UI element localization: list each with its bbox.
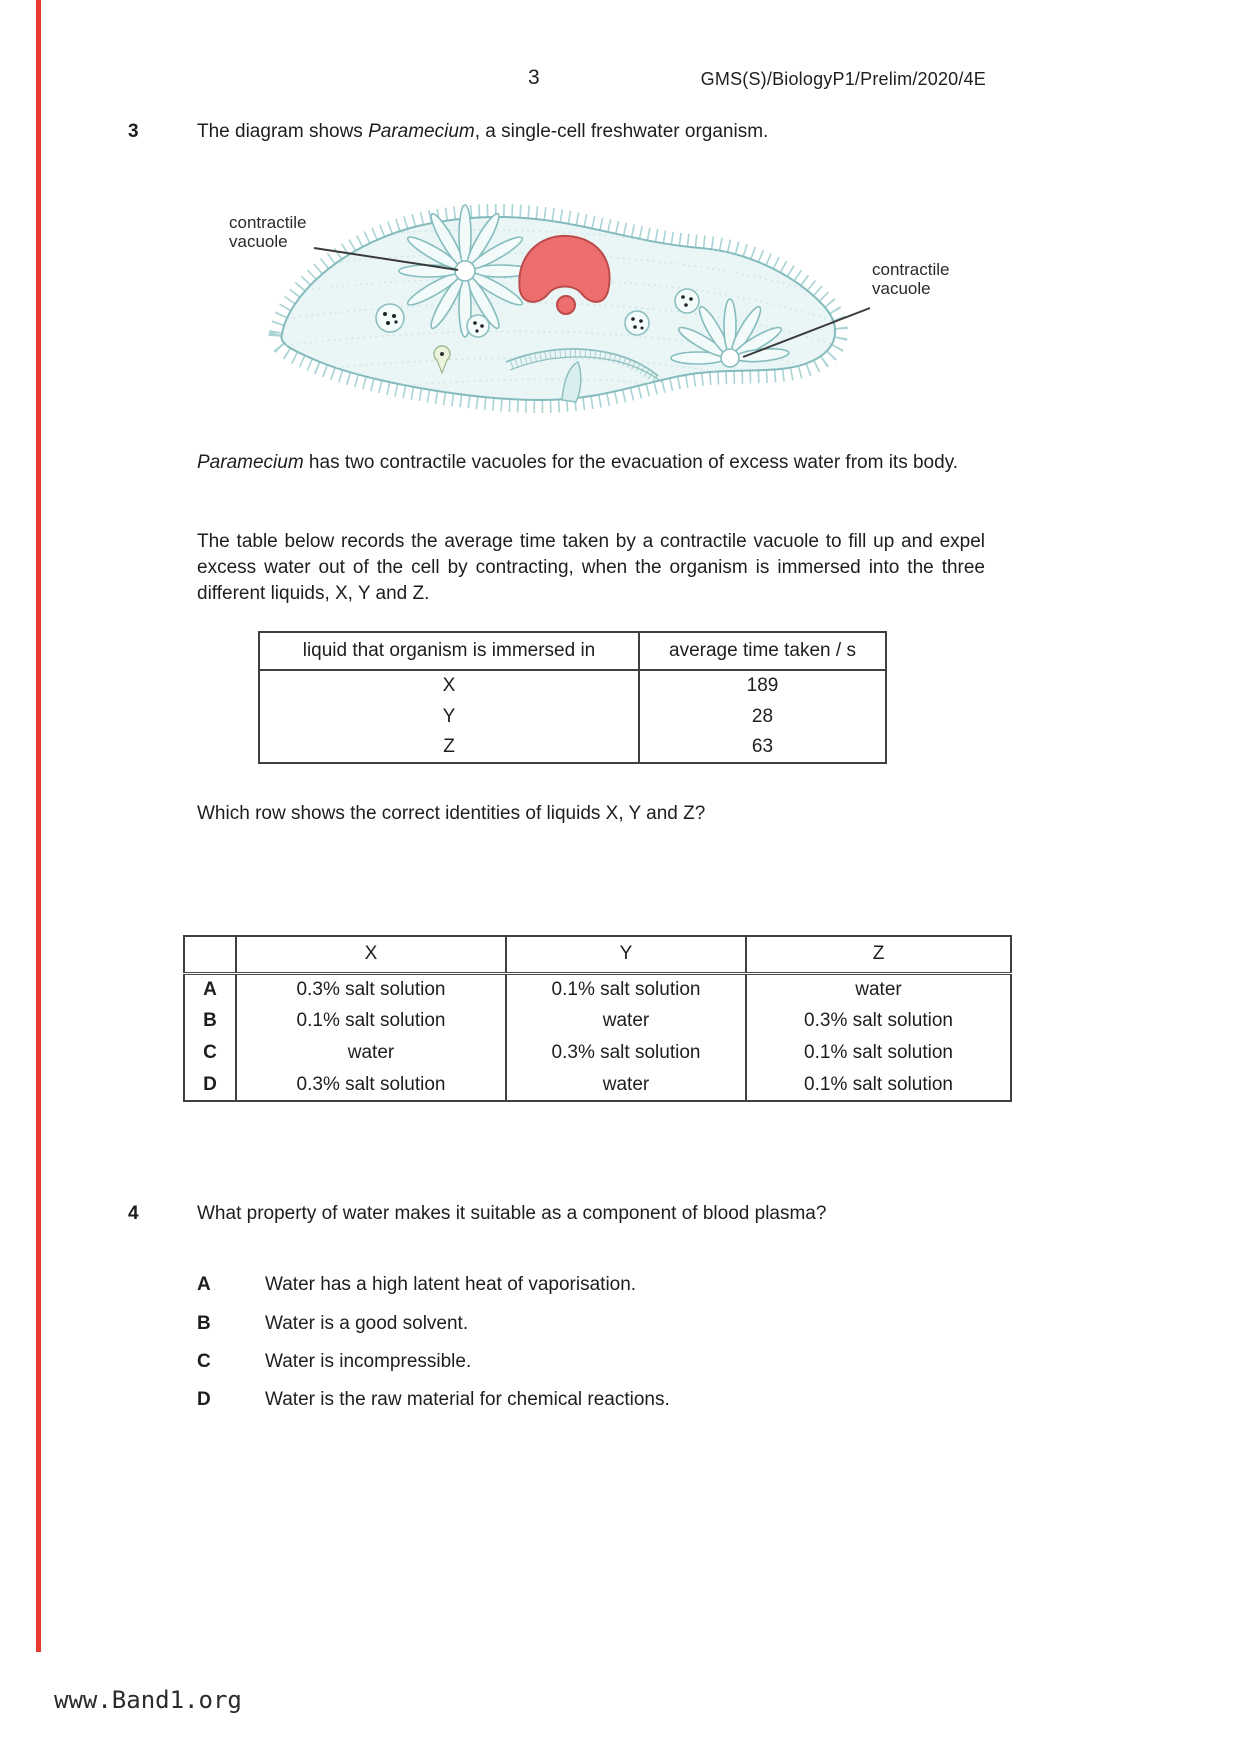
- option-text: Water has a high latent heat of vaporisation.: [265, 1274, 637, 1295]
- option-letter: C: [203, 1042, 217, 1063]
- cell-y: 0.3% salt solution: [506, 1037, 746, 1069]
- cell-z: 0.1% salt solution: [746, 1069, 1011, 1101]
- cell-z: 0.1% salt solution: [746, 1037, 1011, 1069]
- question-4-stem: What property of water makes it suitable as a component of blood plasma?: [197, 1203, 827, 1224]
- q3-paragraph-1: [197, 450, 985, 476]
- q3-stem-post: , a single-cell freshwater organism.: [474, 121, 769, 142]
- page-number: 3: [528, 66, 540, 89]
- food-vacuole: [376, 304, 404, 332]
- answer-options-table: [183, 935, 1012, 1102]
- time-cell: 189: [639, 670, 886, 701]
- paramecium-diagram: [210, 186, 1010, 436]
- contractile-vacuole-label-right: contractile vacuole: [872, 260, 950, 298]
- header-reference: GMS(S)/BiologyP1/Prelim/2020/4E: [700, 69, 986, 89]
- cell-y: 0.1% salt solution: [506, 973, 746, 1005]
- q3-para1-rest: has two contractile vacuoles for the evacuation of excess water from its body.: [303, 452, 959, 473]
- q4-option-c: [197, 1351, 471, 1373]
- q4-option-d: [197, 1389, 670, 1411]
- option-letter: B: [203, 1010, 217, 1031]
- red-margin-line: [36, 0, 41, 1652]
- table-header-row: [259, 632, 886, 670]
- liquid-cell: X: [442, 675, 456, 696]
- option-text: Water is a good solvent.: [265, 1313, 469, 1334]
- table-row: [259, 701, 886, 732]
- option-letter: D: [203, 1073, 217, 1095]
- cell-y: water: [506, 1005, 746, 1037]
- question-4-number: 4: [128, 1203, 139, 1224]
- option-row-c: [184, 1037, 1011, 1069]
- option-row-a: [184, 973, 1011, 1005]
- option-row-b: [184, 1005, 1011, 1037]
- table-row: [259, 732, 886, 763]
- col-header-x: X: [236, 936, 506, 973]
- table-row: [259, 670, 886, 701]
- option-letter: A: [197, 1274, 211, 1295]
- q3-stem-pre: The diagram shows: [197, 121, 369, 142]
- liquid-cell: Y: [442, 705, 456, 727]
- q3-sub-question: Which row shows the correct identities of liquids X, Y and Z?: [197, 803, 706, 824]
- col-header-z: Z: [746, 936, 1011, 973]
- vacuole-times-table: [258, 631, 887, 764]
- option-letter: C: [197, 1351, 211, 1372]
- cell-z: 0.3% salt solution: [746, 1005, 1011, 1037]
- col-header-liquid: liquid that organism is immersed in: [259, 632, 639, 670]
- cell-z: water: [746, 973, 1011, 1005]
- option-letter: D: [197, 1389, 211, 1410]
- cell-x: 0.1% salt solution: [236, 1005, 506, 1037]
- col-header-blank: [184, 936, 236, 973]
- question-3-number: 3: [128, 121, 139, 142]
- time-cell: 28: [639, 701, 886, 732]
- option-letter: B: [197, 1313, 211, 1334]
- q3-para1-organism: Paramecium: [197, 452, 304, 473]
- q3-stem-organism: Paramecium: [368, 121, 475, 142]
- cell-x: water: [236, 1037, 506, 1069]
- q4-option-a: [197, 1274, 636, 1296]
- footer-watermark: www.Band1.org: [54, 1686, 242, 1714]
- cell-y: water: [506, 1069, 746, 1101]
- liquid-cell: Z: [443, 736, 455, 757]
- food-vacuole: [625, 311, 649, 335]
- q4-option-b: [197, 1313, 468, 1335]
- cell-x: 0.3% salt solution: [236, 1069, 506, 1101]
- option-letter: A: [203, 978, 217, 1000]
- q3-paragraph-2: The table below records the average time taken by a contractile vacuole to fill up and expel excess water out of the cell by contracting, when the organism is immersed into the three different liquids, X, Y and Z.: [197, 531, 985, 604]
- food-vacuole: [675, 289, 699, 313]
- option-text: Water is incompressible.: [265, 1351, 472, 1372]
- cell-x: 0.3% salt solution: [236, 973, 506, 1005]
- food-vacuole: [467, 315, 489, 337]
- micronucleus: [557, 296, 575, 314]
- contractile-vacuole-label-left: contractile vacuole: [229, 213, 307, 251]
- col-header-time: average time taken / s: [639, 632, 886, 670]
- option-text: Water is the raw material for chemical reactions.: [265, 1389, 670, 1410]
- table-header-row: [184, 936, 1011, 973]
- question-3-stem: [197, 121, 768, 143]
- col-header-y: Y: [506, 936, 746, 973]
- time-cell: 63: [639, 732, 886, 763]
- option-row-d: [184, 1069, 1011, 1101]
